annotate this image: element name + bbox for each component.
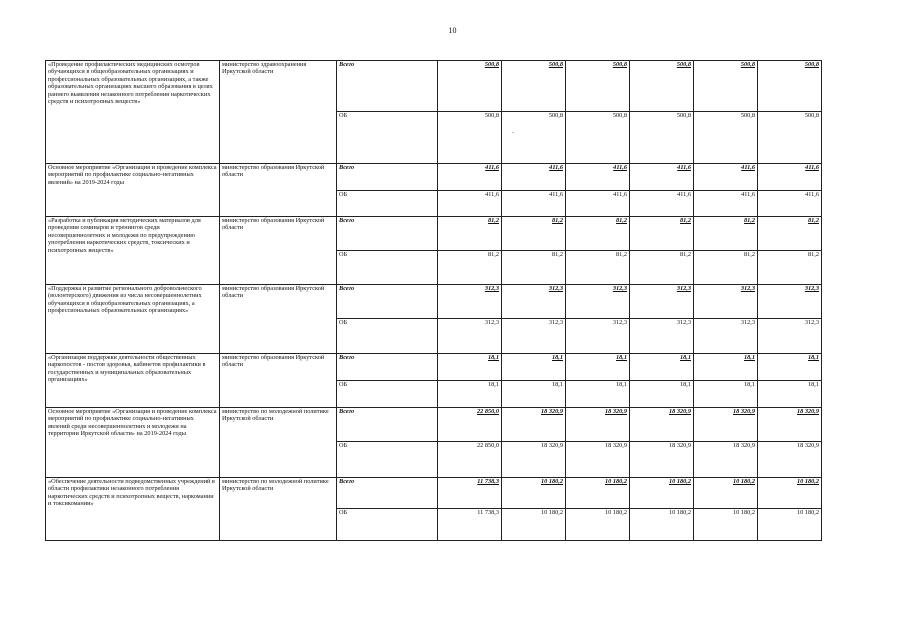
page-number: 10 [448,26,457,35]
total-value-cell: 81,2 [694,217,758,251]
total-value-cell: 18,1 [694,354,758,381]
ob-value-cell: 10 180,2 [502,509,566,541]
total-value-cell: 411,6 [630,164,694,191]
event-name-cell: «Проведение профилактических медицинских осмотров обучающихся в общеобразовательных организациях и профессиональных образовательных организациях, а также образовательных организациях высшего образования в целях раннего выявления незаконного потребления наркотических средств и психотропных веществ» [46,61,220,164]
funding-source-ob-cell: ОБ [337,381,438,408]
total-value-cell: 411,6 [758,164,822,191]
total-value-cell: 18,1 [438,354,502,381]
executor-cell: министерство образования Иркутской области [220,217,337,285]
ob-value-cell: 18,1 [630,381,694,408]
total-value-cell: 312,3 [758,285,822,319]
funding-source-ob-cell: ОБ [337,319,438,354]
executor-cell: министерство образования Иркутской области [220,164,337,217]
total-value-cell: 500,8 [438,61,502,112]
event-name-cell: Основное мероприятие «Организация и проведение комплекса мероприятий по профилактике социально-негативных явлений» на 2019-2024 годы [46,164,220,217]
table-row-total [46,217,822,251]
total-value-cell: 411,6 [502,164,566,191]
funding-source-ob-cell: ОБ [337,509,438,541]
ob-value-cell: 500,8 [630,112,694,164]
total-value-cell: 411,6 [438,164,502,191]
ob-value-cell: 312,3 [694,319,758,354]
budget-table-body [46,61,822,541]
ob-value-cell: 81,2 [630,251,694,285]
ob-value-cell: 500,8 [758,112,822,164]
event-name-cell: «Организация поддержки деятельности общественных наркопостов - постов здоровья, кабинетов профилактики в государственных и муниципальных образовательных организациях» [46,354,220,408]
budget-table [45,60,822,541]
ob-value-cell: 10 180,2 [566,509,630,541]
ob-value-cell: 81,2 [502,251,566,285]
total-value-cell: 18,1 [502,354,566,381]
ob-value-cell: 18,1 [566,381,630,408]
event-name-cell: «Разработка и публикация методических материалов для проведения семинаров и тренингов среди несовершеннолетних и молодежи по предупреждению употребления наркотических средств, токсических и психотропных веществ» [46,217,220,285]
ob-value-cell: 18,1 [502,381,566,408]
ob-value-cell: 18 320,9 [566,442,630,478]
total-value-cell: 81,2 [502,217,566,251]
ob-value-cell: 500,8 [438,112,502,164]
total-value-cell: 312,3 [438,285,502,319]
total-value-cell: 411,6 [694,164,758,191]
total-value-cell: 18,1 [758,354,822,381]
ob-value-cell: 11 738,3 [438,509,502,541]
ob-value-cell: 81,2 [438,251,502,285]
ob-value-cell: 18 320,9 [630,442,694,478]
total-value-cell: 22 850,0 [438,408,502,442]
ob-value-cell: 10 180,2 [694,509,758,541]
ob-value-cell: 22 850,0 [438,442,502,478]
total-value-cell: 81,2 [630,217,694,251]
total-value-cell: 500,8 [502,61,566,112]
total-value-cell: 312,3 [694,285,758,319]
funding-source-total-cell: Всего [337,408,438,442]
ob-value-cell: 18 320,9 [502,442,566,478]
funding-source-total-cell: Всего [337,285,438,319]
total-value-cell: 18 320,9 [694,408,758,442]
total-value-cell: 10 180,2 [758,478,822,509]
total-value-cell: 500,8 [630,61,694,112]
total-value-cell: 18,1 [630,354,694,381]
funding-source-ob-cell: ОБ [337,251,438,285]
ob-value-cell: 18,1 [438,381,502,408]
ob-value-cell: 10 180,2 [630,509,694,541]
ob-value-cell: 411,6 [694,191,758,217]
total-value-cell: 18 320,9 [502,408,566,442]
funding-source-total-cell: Всего [337,217,438,251]
ob-value-cell: 18,1 [694,381,758,408]
ob-value-cell: 312,3 [438,319,502,354]
funding-source-total-cell: Всего [337,164,438,191]
ob-value-cell: 312,3 [758,319,822,354]
ob-value-cell: 312,3 [502,319,566,354]
event-name-cell: Основное мероприятие «Организация и проведение комплекса мероприятий по профилактике социально-негативных явлений среди несовершеннолетних и молодежи на территории Иркутской области» на 2019-2024 годы [46,408,220,478]
ob-value-cell: 81,2 [694,251,758,285]
total-value-cell: 10 180,2 [694,478,758,509]
total-value-cell: 18 320,9 [566,408,630,442]
ob-value-cell: 10 180,2 [758,509,822,541]
total-value-cell: 411,6 [566,164,630,191]
ob-value-cell: 18,1 [758,381,822,408]
executor-cell: министерство по молодежной политике Иркутской области [220,408,337,478]
funding-source-total-cell: Всего [337,61,438,112]
total-value-cell: 312,3 [502,285,566,319]
ob-value-cell: 312,3 [630,319,694,354]
total-value-cell: 11 738,3 [438,478,502,509]
executor-cell: министерство образования Иркутской области [220,285,337,354]
ob-value-cell: 411,6 [630,191,694,217]
total-value-cell: 81,2 [758,217,822,251]
table-row-total [46,408,822,442]
total-value-cell: 10 180,2 [630,478,694,509]
funding-source-ob-cell: ОБ [337,442,438,478]
total-value-cell: 81,2 [438,217,502,251]
table-row-total [46,285,822,319]
table-row-total [46,478,822,509]
table-row-total [46,164,822,191]
funding-source-ob-cell: ОБ [337,191,438,217]
ob-value-cell: 81,2 [758,251,822,285]
ob-value-cell: 500,8 [694,112,758,164]
ob-value-cell: 411,6 [758,191,822,217]
total-value-cell: 500,8 [694,61,758,112]
ob-value-cell: 411,6 [438,191,502,217]
funding-source-total-cell: Всего [337,478,438,509]
ob-value-cell: 18 320,9 [694,442,758,478]
table-row-total [46,61,822,112]
ob-value-cell: 500,8 [566,112,630,164]
total-value-cell: 10 180,2 [566,478,630,509]
total-value-cell: 81,2 [566,217,630,251]
ob-value-cell: 500,8 [502,112,566,164]
ob-value-cell: 18 320,9 [758,442,822,478]
total-value-cell: 18,1 [566,354,630,381]
total-value-cell: 10 180,2 [502,478,566,509]
event-name-cell: «Поддержка и развитие регионального добровольческого (волонтерского) движения из числа несовершеннолетних обучающихся в общеобразовательных организациях, а профессиональных образовательных организациях» [46,285,220,354]
executor-cell: министерство по молодежной политике Иркутской области [220,478,337,541]
ob-value-cell: 312,3 [566,319,630,354]
total-value-cell: 500,8 [758,61,822,112]
ob-value-cell: 81,2 [566,251,630,285]
total-value-cell: 18 320,9 [758,408,822,442]
executor-cell: министерство здравоохранения Иркутской области [220,61,337,164]
table-row-total [46,354,822,381]
event-name-cell: «Обеспечение деятельности подведомственных учреждений в области профилактики незаконного потребления наркотических средств и психотропных веществ, наркомании и токсикомании» [46,478,220,541]
stray-mark: - [512,130,514,136]
ob-value-cell: 411,6 [502,191,566,217]
executor-cell: министерство образования Иркутской области [220,354,337,408]
total-value-cell: 312,3 [630,285,694,319]
total-value-cell: 500,8 [566,61,630,112]
funding-source-total-cell: Всего [337,354,438,381]
funding-source-ob-cell: ОБ [337,112,438,164]
total-value-cell: 18 320,9 [630,408,694,442]
ob-value-cell: 411,6 [566,191,630,217]
total-value-cell: 312,3 [566,285,630,319]
